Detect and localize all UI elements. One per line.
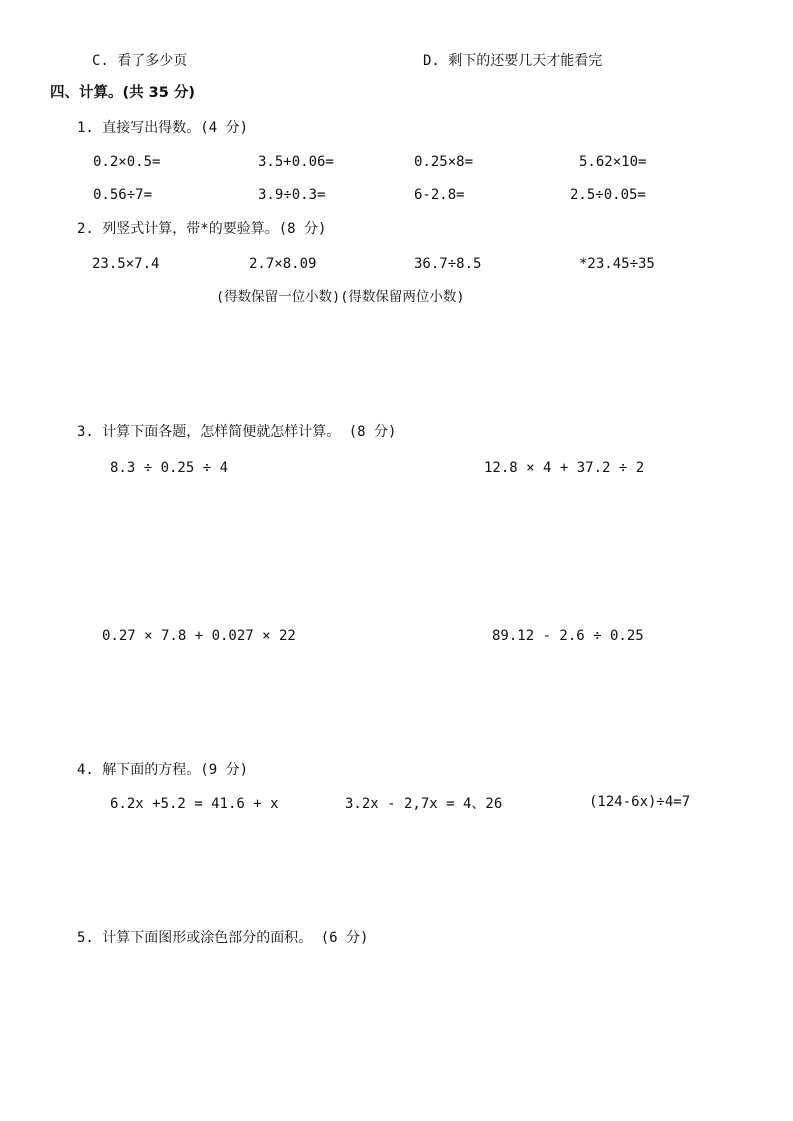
q4-title: 4. 解下面的方程。(9 分) — [77, 762, 249, 778]
q1-item: 0.25×8= — [414, 154, 474, 170]
q4-item: 6.2x +5.2 = 41.6 + x — [110, 796, 279, 812]
q3-item: 8.3 ÷ 0.25 ÷ 4 — [110, 460, 229, 476]
q1-title: 1. 直接写出得数。(4 分) — [77, 120, 249, 136]
q5-title: 5. 计算下面图形或涂色部分的面积。 (6 分) — [77, 930, 369, 946]
q1-item: 0.2×0.5= — [93, 154, 161, 170]
q2-item: 23.5×7.4 — [92, 256, 160, 272]
q2-item: 36.7÷8.5 — [414, 256, 482, 272]
q3-item: 12.8 × 4 + 37.2 ÷ 2 — [484, 460, 645, 476]
q2-item: *23.45÷35 — [579, 256, 655, 272]
q4-item: 3.2x - 2,7x = 4、26 — [345, 796, 503, 812]
q3-item: 89.12 - 2.6 ÷ 0.25 — [492, 628, 644, 644]
q3-item: 0.27 × 7.8 + 0.027 × 22 — [102, 628, 296, 644]
q3-title: 3. 计算下面各题，怎样简便就怎样计算。 (8 分) — [77, 424, 397, 440]
q1-item: 6-2.8= — [414, 187, 465, 203]
q2-title: 2. 列竖式计算，带*的要验算。(8 分) — [77, 221, 327, 237]
q4-item: (124-6x)÷4=7 — [589, 794, 691, 810]
q1-item: 2.5÷0.05= — [570, 187, 646, 203]
q1-item: 5.62×10= — [579, 154, 647, 170]
option-d: D. 剩下的还要几天才能看完 — [423, 53, 603, 69]
q1-item: 3.5+0.06= — [258, 154, 334, 170]
q1-item: 0.56÷7= — [93, 187, 153, 203]
q2-item: 2.7×8.09 — [249, 256, 317, 272]
q2-notes: (得数保留一位小数)(得数保留两位小数) — [216, 289, 465, 305]
option-c: C. 看了多少页 — [92, 53, 188, 69]
q1-item: 3.9÷0.3= — [258, 187, 326, 203]
section-title: 四、计算。(共 35 分) — [50, 85, 196, 101]
